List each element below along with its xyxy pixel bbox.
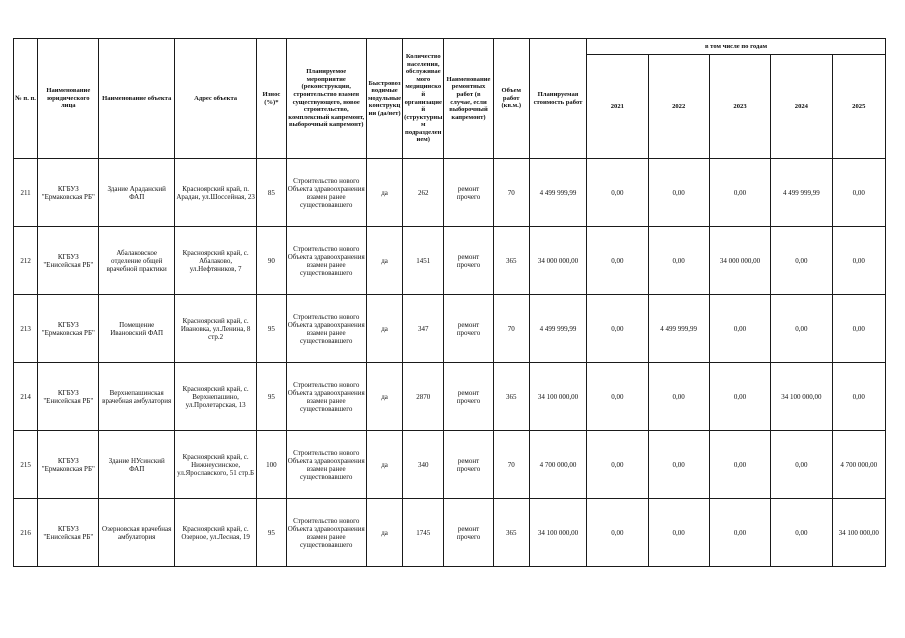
cell-2021: 0,00 [587, 499, 648, 567]
cell-volume: 70 [493, 159, 529, 227]
cell-2023: 0,00 [709, 363, 770, 431]
cell-address: Красноярский край, с. Верхнепашино, ул.Пролетарская, 13 [174, 363, 256, 431]
cell-2024: 0,00 [771, 431, 832, 499]
col-header-address: Адрес объекта [174, 39, 256, 159]
cell-address: Красноярский край, с. Нижнеусинское, ул.Ярославского, 51 стр.Б [174, 431, 256, 499]
cell-address: Красноярский край, п. Арадан, ул.Шоссейная, 23 [174, 159, 256, 227]
cell-repair: ремонт прочего [444, 159, 493, 227]
cell-wear: 85 [257, 159, 286, 227]
cell-wear: 90 [257, 227, 286, 295]
cell-2025: 0,00 [832, 363, 885, 431]
cell-2024: 4 499 999,99 [771, 159, 832, 227]
cell-2025: 0,00 [832, 227, 885, 295]
table-row [14, 295, 886, 363]
table-row [14, 159, 886, 227]
cell-wear: 95 [257, 363, 286, 431]
cell-2022: 0,00 [648, 363, 709, 431]
cell-2023: 0,00 [709, 431, 770, 499]
cell-object: Озерновская врачебная амбулатория [99, 499, 174, 567]
cell-cost: 4 499 999,99 [529, 295, 586, 363]
facilities-table [13, 38, 886, 567]
cell-num: 216 [14, 499, 38, 567]
cell-object: Здание Араданский ФАП [99, 159, 174, 227]
cell-2021: 0,00 [587, 295, 648, 363]
cell-object: Помещение Ивановский ФАП [99, 295, 174, 363]
table-row [14, 363, 886, 431]
cell-modular: да [366, 363, 402, 431]
cell-2023: 0,00 [709, 295, 770, 363]
cell-num: 213 [14, 295, 38, 363]
col-header-volume: Объем работ (кв.м.) [493, 39, 529, 159]
col-header-measure: Планируемое мероприятие (реконструкция, строительство взамен существующего, новое строительство, комплексный капремонт, выборочный капремонт) [286, 39, 366, 159]
col-header-cost: Планируемая стоимость работ [529, 39, 586, 159]
cell-object: Верхнепашинская врачебная амбулатория [99, 363, 174, 431]
cell-measure: Строительство нового Объекта здравоохранения взамен ранее существовавшего [286, 499, 366, 567]
cell-repair: ремонт прочего [444, 499, 493, 567]
cell-entity: КГБУЗ "Ермаковская РБ" [38, 159, 99, 227]
cell-2024: 0,00 [771, 295, 832, 363]
cell-2021: 0,00 [587, 227, 648, 295]
cell-2023: 0,00 [709, 499, 770, 567]
cell-address: Красноярский край, с. Ивановка, ул.Ленина, 8 стр.2 [174, 295, 256, 363]
col-header-num: № п. п. [14, 39, 38, 159]
cell-population: 1745 [403, 499, 444, 567]
cell-2025: 4 700 000,00 [832, 431, 885, 499]
col-header-year-2022: 2022 [648, 55, 709, 159]
cell-num: 211 [14, 159, 38, 227]
cell-population: 2870 [403, 363, 444, 431]
cell-wear: 95 [257, 295, 286, 363]
cell-modular: да [366, 431, 402, 499]
cell-num: 215 [14, 431, 38, 499]
cell-population: 340 [403, 431, 444, 499]
cell-2022: 4 499 999,99 [648, 295, 709, 363]
cell-2024: 0,00 [771, 499, 832, 567]
cell-population: 347 [403, 295, 444, 363]
cell-entity: КГБУЗ "Енисейская РБ" [38, 363, 99, 431]
cell-2025: 0,00 [832, 159, 885, 227]
cell-entity: КГБУЗ "Енисейская РБ" [38, 499, 99, 567]
cell-repair: ремонт прочего [444, 295, 493, 363]
col-header-year-2023: 2023 [709, 55, 770, 159]
cell-modular: да [366, 159, 402, 227]
cell-modular: да [366, 295, 402, 363]
cell-2022: 0,00 [648, 227, 709, 295]
cell-repair: ремонт прочего [444, 431, 493, 499]
cell-modular: да [366, 499, 402, 567]
cell-volume: 70 [493, 431, 529, 499]
cell-entity: КГБУЗ "Ермаковская РБ" [38, 295, 99, 363]
cell-cost: 34 100 000,00 [529, 363, 586, 431]
cell-cost: 34 100 000,00 [529, 499, 586, 567]
cell-2023: 34 000 000,00 [709, 227, 770, 295]
cell-volume: 365 [493, 227, 529, 295]
col-header-year-2021: 2021 [587, 55, 648, 159]
cell-repair: ремонт прочего [444, 363, 493, 431]
cell-2022: 0,00 [648, 499, 709, 567]
cell-measure: Строительство нового Объекта здравоохранения взамен ранее существовавшего [286, 227, 366, 295]
cell-2022: 0,00 [648, 431, 709, 499]
cell-num: 212 [14, 227, 38, 295]
cell-volume: 70 [493, 295, 529, 363]
col-header-object-name: Наименование объекта [99, 39, 174, 159]
cell-2024: 0,00 [771, 227, 832, 295]
cell-object: Абалаковское отделение общей врачебной практики [99, 227, 174, 295]
cell-measure: Строительство нового Объекта здравоохранения взамен ранее существовавшего [286, 159, 366, 227]
cell-measure: Строительство нового Объекта здравоохранения взамен ранее существовавшего [286, 363, 366, 431]
cell-2021: 0,00 [587, 159, 648, 227]
table-row [14, 499, 886, 567]
cell-cost: 4 700 000,00 [529, 431, 586, 499]
cell-wear: 100 [257, 431, 286, 499]
col-header-wear: Износ (%)* [257, 39, 286, 159]
col-header-legal-entity: Наименование юридического лица [38, 39, 99, 159]
col-header-years-group: в том числе по годам [587, 39, 886, 55]
cell-2021: 0,00 [587, 431, 648, 499]
cell-repair: ремонт прочего [444, 227, 493, 295]
cell-2021: 0,00 [587, 363, 648, 431]
cell-address: Красноярский край, с. Абалаково, ул.Нефтяников, 7 [174, 227, 256, 295]
col-header-repair-type: Наименование ремонтных работ (в случае, если выборочный капремонт) [444, 39, 493, 159]
col-header-modular: Быстровозводимые модульные конструкции (да/нет) [366, 39, 402, 159]
table-row [14, 227, 886, 295]
col-header-year-2025: 2025 [832, 55, 885, 159]
col-header-population: Количество населения, обслуживаемого медицинской организацией (структурным подразделением) [403, 39, 444, 159]
cell-cost: 34 000 000,00 [529, 227, 586, 295]
table-row [14, 431, 886, 499]
cell-cost: 4 499 999,99 [529, 159, 586, 227]
cell-2023: 0,00 [709, 159, 770, 227]
cell-volume: 365 [493, 363, 529, 431]
cell-population: 1451 [403, 227, 444, 295]
cell-modular: да [366, 227, 402, 295]
cell-2025: 34 100 000,00 [832, 499, 885, 567]
cell-measure: Строительство нового Объекта здравоохранения взамен ранее существовавшего [286, 431, 366, 499]
cell-object: Здание НУсинский ФАП [99, 431, 174, 499]
cell-measure: Строительство нового Объекта здравоохранения взамен ранее существовавшего [286, 295, 366, 363]
cell-population: 262 [403, 159, 444, 227]
col-header-year-2024: 2024 [771, 55, 832, 159]
cell-2025: 0,00 [832, 295, 885, 363]
cell-2022: 0,00 [648, 159, 709, 227]
cell-num: 214 [14, 363, 38, 431]
cell-2024: 34 100 000,00 [771, 363, 832, 431]
cell-volume: 365 [493, 499, 529, 567]
cell-address: Красноярский край, с. Озерное, ул.Лесная, 19 [174, 499, 256, 567]
cell-entity: КГБУЗ "Енисейская РБ" [38, 227, 99, 295]
cell-entity: КГБУЗ "Ермаковская РБ" [38, 431, 99, 499]
cell-wear: 95 [257, 499, 286, 567]
